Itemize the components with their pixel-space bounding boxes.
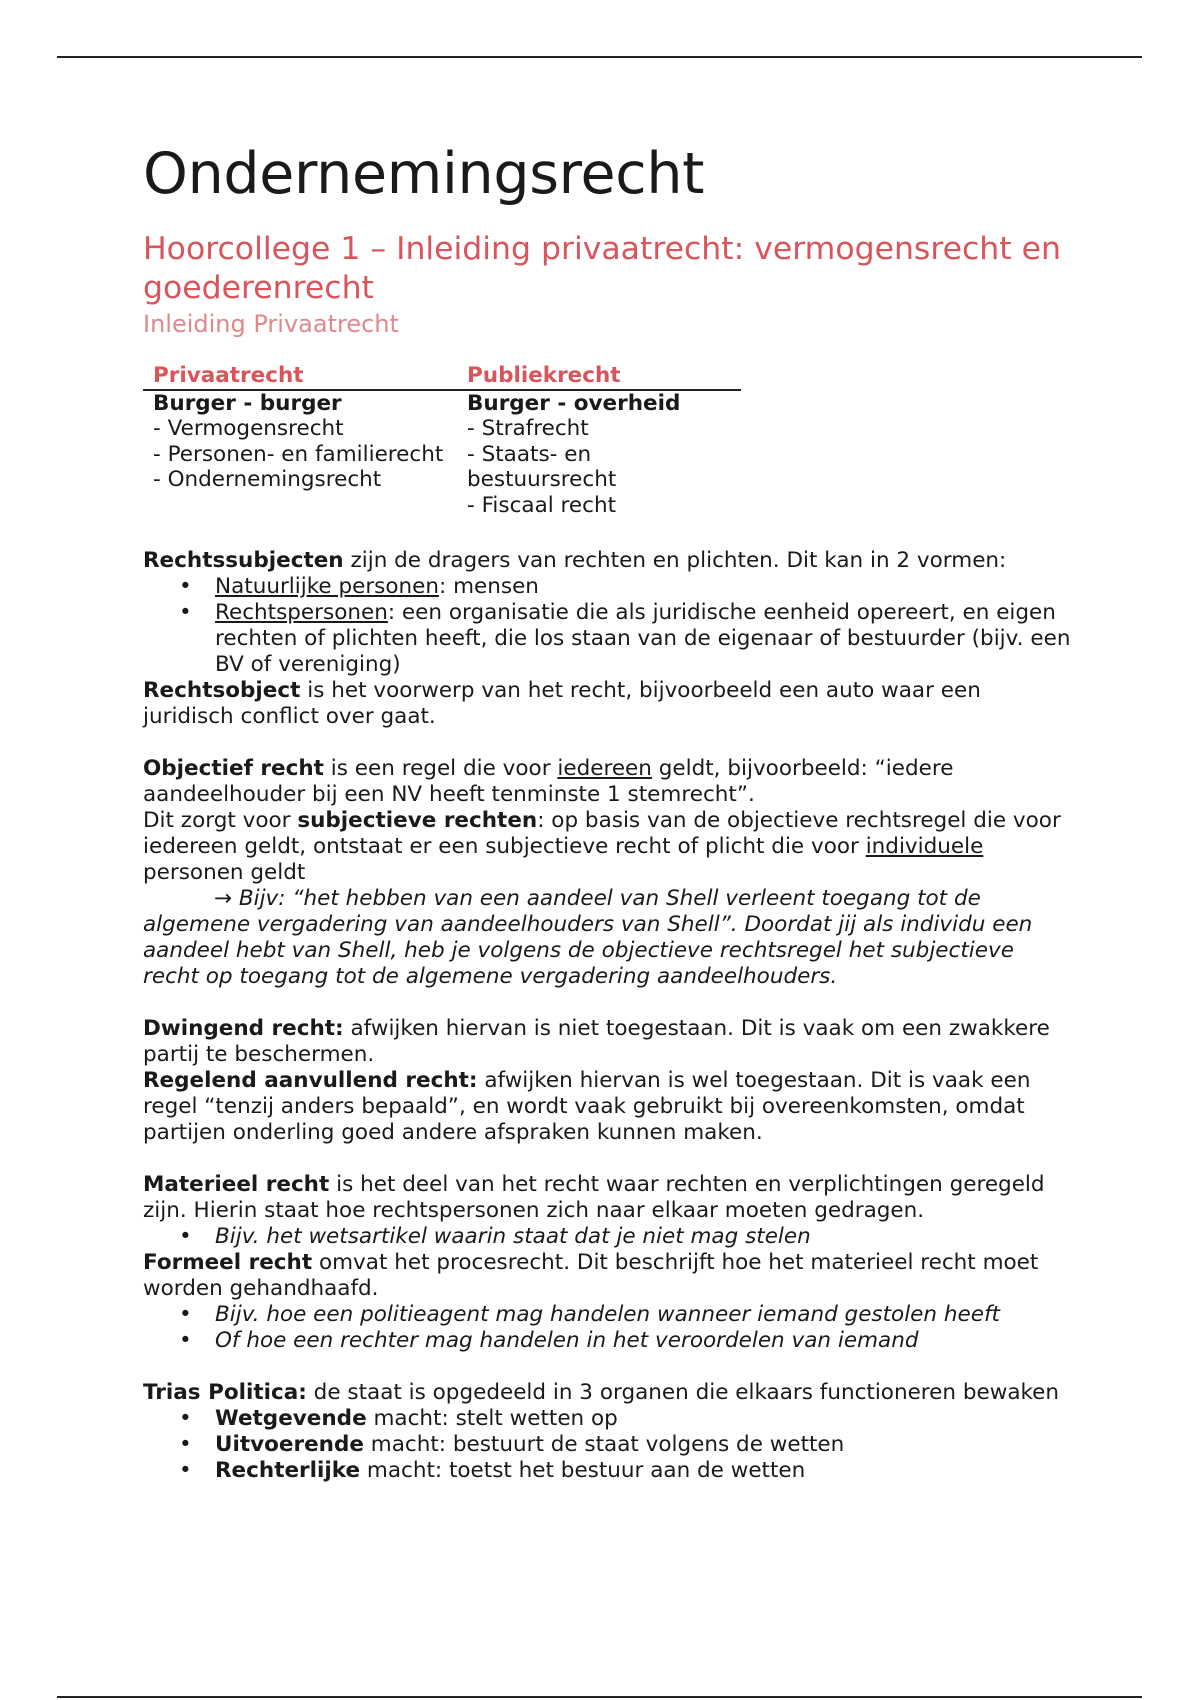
arrow-icon: → — [214, 886, 233, 911]
list-item: • Rechterlijke macht: toetst het bestuur aan de wetten — [215, 1458, 1073, 1484]
bullet-list — [143, 574, 1073, 678]
bullet-list — [143, 1224, 1073, 1250]
list-item: • Bijv. het wetsartikel waarin staat dat je niet mag stelen — [215, 1224, 1073, 1250]
paragraph-regelend-recht: Regelend aanvullend recht: afwijken hiervan is wel toegestaan. Dit is vaak een regel “tenzij anders bepaald”, en wordt vaak gebruikt bij overeenkomsten, omdat partijen onderling goed andere afspraken kunnen maken. — [143, 1068, 1031, 1145]
column-title: Burger - burger — [153, 390, 342, 416]
column-title: Burger - overheid — [467, 390, 681, 416]
list-item: • Rechtspersonen: een organisatie die als juridische eenheid opereert, en eigen rechten of plichten heeft, die los staan van de eigenaar of bestuurder (bijv. een BV of vereniging) — [215, 600, 1073, 678]
paragraph-materieel-recht: Materieel recht is het deel van het recht waar rechten en verplichtingen geregeld zijn. Hierin staat hoe rechtspersonen zich naar elkaar moeten gedragen. — [143, 1172, 1045, 1223]
term: Trias Politica: — [143, 1380, 307, 1405]
paragraph-rechtsobject: Rechtsobject is het voorwerp van het recht, bijvoorbeeld een auto waar een juridisch conflict over gaat. — [143, 678, 981, 729]
term: Rechtssubjecten — [143, 548, 344, 573]
bullet-list — [143, 1406, 1073, 1484]
term: Rechtsobject — [143, 678, 301, 703]
example-paragraph: → Bijv: “het hebben van een aandeel van Shell verleent toegang tot de algemene vergadering van aandeelhouders van Shell”. Doordat jij als individu een aandeel hebt van Shell, heb je volgens de objectieve rechtsregel het subjectieve recht op toegang tot de algemene vergadering aandeelhouders. — [143, 886, 1033, 989]
document-body — [143, 548, 1073, 1484]
law-comparison-table — [143, 361, 741, 518]
list-item: • Bijv. hoe een politieagent mag handelen wanneer iemand gestolen heeft — [215, 1302, 1073, 1328]
term: subjectieve rechten — [297, 808, 538, 833]
section-heading: Hoorcollege 1 – Inleiding privaatrecht: vermogensrecht en goederenrecht — [143, 231, 1061, 306]
paragraph-rechtssubjecten: Rechtssubjecten zijn de dragers van rechten en plichten. Dit kan in 2 vormen: — [143, 548, 1007, 573]
list-item: • Of hoe een rechter mag handelen in het veroordelen van iemand — [215, 1328, 1073, 1354]
term: Regelend aanvullend recht: — [143, 1068, 478, 1093]
term: Formeel recht — [143, 1250, 313, 1275]
term: Dwingend recht: — [143, 1016, 344, 1041]
column-item: - Strafrecht — [467, 416, 589, 441]
list-item: • Wetgevende macht: stelt wetten op — [215, 1406, 1073, 1432]
column-item: - Staats- en bestuursrecht — [467, 441, 617, 492]
paragraph-trias-politica: Trias Politica: de staat is opgedeeld in 3 organen die elkaars functioneren bewaken — [143, 1380, 1060, 1405]
document-page — [143, 140, 1073, 1484]
column-item: - Personen- en familierecht — [153, 441, 444, 467]
paragraph-dwingend-recht: Dwingend recht: afwijken hiervan is niet toegestaan. Dit is vaak om een zwakkere partij te beschermen. — [143, 1016, 1050, 1067]
bullet-list — [143, 1302, 1073, 1354]
list-item: • Natuurlijke personen: mensen — [215, 574, 1073, 600]
table-cell-publiekrecht — [457, 390, 741, 519]
column-item: - Vermogensrecht — [153, 416, 344, 441]
list-item: • Uitvoerende macht: bestuurt de staat volgens de wetten — [215, 1432, 1073, 1458]
paragraph-formeel-recht: Formeel recht omvat het procesrecht. Dit beschrijft hoe het materieel recht moet worden gehandhaafd. — [143, 1250, 1039, 1301]
subsection-heading: Inleiding Privaatrecht — [143, 310, 399, 338]
column-item: - Fiscaal recht — [467, 492, 617, 518]
term: Materieel recht — [143, 1172, 330, 1197]
table-header-publiekrecht: Publiekrecht — [457, 361, 741, 390]
term: Objectief recht — [143, 756, 324, 781]
bottom-rule — [57, 1696, 1142, 1698]
paragraph-subjectief-recht: Dit zorgt voor subjectieve rechten: op basis van de objectieve rechtsregel die voor iedereen geldt, ontstaat er een subjectieve recht of plicht die voor individuele personen geldt — [143, 808, 1061, 885]
table-cell-privaatrecht — [143, 390, 457, 519]
paragraph-objectief-recht: Objectief recht is een regel die voor iedereen geldt, bijvoorbeeld: “iedere aandeelhouder bij een NV heeft tenminste 1 stemrecht”. — [143, 756, 954, 807]
table-header-privaatrecht: Privaatrecht — [143, 361, 457, 390]
column-item: - Ondernemingsrecht — [153, 467, 382, 492]
document-title: Ondernemingsrecht — [143, 141, 705, 207]
top-rule — [57, 56, 1142, 58]
